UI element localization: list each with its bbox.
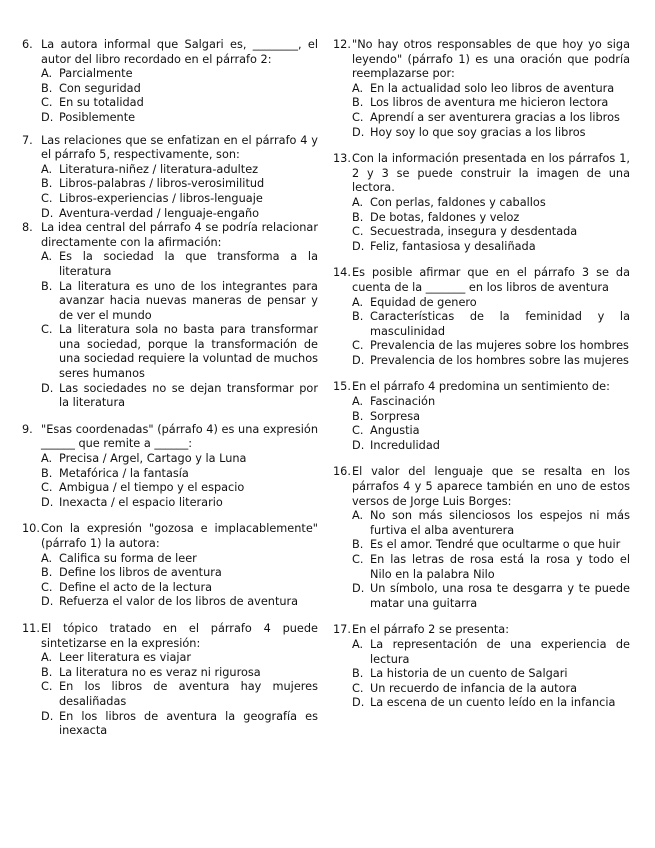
question-number: 14.	[333, 266, 351, 280]
option-letter: D.	[352, 582, 365, 596]
option-b	[352, 211, 630, 226]
option-letter: C.	[352, 225, 364, 239]
option-b	[352, 667, 630, 682]
option-text: La literatura no es veraz ni rigurosa	[59, 665, 261, 679]
option-text: En los libros de aventura hay mujeres desaliñadas	[59, 680, 318, 708]
question-number: 6.	[22, 38, 33, 51]
question-number: 10.	[22, 522, 40, 536]
option-text: La literatura es uno de los integrantes para avanzar hacia nuevas maneras de pensar y de ver el mundo	[59, 279, 318, 322]
option-d	[352, 126, 630, 141]
option-d	[352, 354, 630, 369]
option-text: Precisa / Argel, Cartago y la Luna	[59, 452, 247, 466]
option-letter: A.	[352, 295, 364, 309]
option-letter: A.	[352, 637, 364, 651]
question-10	[22, 522, 318, 610]
option-text: Libros-palabras / libros-verosimilitud	[59, 177, 265, 191]
option-text: Fascinación	[370, 395, 436, 409]
option-text: Parcialmente	[59, 67, 133, 81]
question-15	[333, 380, 630, 453]
option-text: Equidad de genero	[370, 295, 477, 309]
option-a	[41, 67, 318, 82]
option-d	[41, 207, 318, 222]
option-letter: B.	[41, 279, 53, 293]
right-column	[333, 38, 630, 711]
option-text: La historia de un cuento de Salgari	[370, 667, 568, 681]
option-text: Los libros de aventura me hicieron lectora	[370, 96, 609, 110]
option-text: Es el amor. Tendré que ocultarme o que huir	[370, 538, 621, 552]
option-letter: C.	[352, 553, 364, 566]
option-b	[352, 410, 630, 425]
option-a	[41, 651, 318, 666]
option-text: Ambigua / el tiempo y el espacio	[59, 481, 245, 495]
option-c	[352, 682, 630, 697]
option-letter: C.	[352, 424, 364, 438]
question-number: 12.	[333, 38, 351, 51]
option-letter: C.	[41, 481, 53, 495]
option-a	[41, 552, 318, 567]
option-letter: B.	[352, 96, 364, 110]
option-d	[352, 582, 630, 611]
option-text: Refuerza el valor de los libros de aventura	[59, 595, 299, 609]
option-text: Aprendí a ser aventurera gracias a los libros	[370, 110, 620, 124]
option-letter: D.	[41, 495, 54, 509]
option-d	[41, 382, 318, 411]
question-text: Es posible afirmar que en el párrafo 3 se da cuenta de la _______ en los libros de aventura	[352, 266, 630, 294]
option-b	[41, 177, 318, 192]
option-d	[352, 439, 630, 454]
option-letter: C.	[352, 339, 364, 353]
option-letter: B.	[352, 409, 364, 423]
option-text: En las letras de rosa está la rosa y todo el Nilo en la palabra Nilo	[370, 553, 630, 581]
question-6	[22, 38, 318, 126]
option-letter: D.	[352, 239, 365, 253]
option-letter: B.	[41, 665, 53, 679]
option-d	[352, 240, 630, 255]
option-b	[41, 566, 318, 581]
option-letter: C.	[41, 191, 53, 205]
option-a	[41, 250, 318, 279]
option-text: No son más silenciosos los espejos ni más furtiva el alba aventurera	[370, 509, 630, 537]
option-letter: D.	[41, 595, 54, 609]
option-text: Feliz, fantasiosa y desaliñada	[370, 239, 536, 253]
question-text: En el párrafo 2 se presenta:	[352, 623, 510, 637]
option-text: Define el acto de la lectura	[59, 580, 213, 594]
question-number: 16.	[333, 465, 351, 479]
question-number: 13.	[333, 152, 351, 166]
option-letter: B.	[41, 177, 53, 191]
option-text: En su totalidad	[59, 96, 144, 110]
option-letter: C.	[41, 323, 53, 337]
option-text: En la actualidad solo leo libros de aventura	[370, 81, 615, 95]
option-a	[352, 509, 630, 538]
left-column	[22, 38, 318, 739]
option-letter: A.	[352, 81, 364, 95]
option-text: Características de la feminidad y la masculinidad	[370, 310, 630, 338]
option-text: Secuestrada, insegura y desdentada	[370, 225, 578, 239]
option-a	[41, 452, 318, 467]
question-number: 17.	[333, 623, 351, 637]
question-number: 11.	[22, 621, 40, 635]
option-text: Sorpresa	[370, 409, 421, 423]
option-b	[352, 538, 630, 553]
option-a	[352, 395, 630, 410]
option-letter: A.	[41, 551, 53, 565]
option-d	[41, 111, 318, 126]
option-letter: D.	[41, 381, 54, 395]
option-text: La representación de una experiencia de lectura	[370, 637, 630, 666]
question-text: La idea central del párrafo 4 se podría relacionar directamente con la afirmación:	[41, 221, 318, 249]
question-number: 15.	[333, 380, 351, 394]
question-text: El valor del lenguaje que se resalta en los párrafos 4 y 5 aparece también en uno de estos versos de Jorge Luis Borges:	[352, 465, 630, 508]
option-b	[41, 467, 318, 482]
option-a	[352, 296, 630, 311]
option-letter: C.	[352, 110, 364, 124]
option-text: Califica su forma de leer	[59, 551, 197, 565]
option-letter: A.	[352, 509, 364, 523]
option-text: Posiblemente	[59, 110, 136, 124]
option-text: Inexacta / el espacio literario	[59, 495, 223, 509]
option-a	[41, 163, 318, 178]
option-d	[41, 496, 318, 511]
option-c	[41, 96, 318, 111]
question-14	[333, 266, 630, 368]
option-letter: D.	[352, 353, 365, 367]
option-letter: D.	[41, 709, 54, 723]
question-text: Con la información presentada en los párrafos 1, 2 y 3 se puede construir la imagen de una lectora.	[352, 152, 630, 195]
option-b	[352, 96, 630, 111]
option-letter: D.	[352, 438, 365, 452]
question-text: Las relaciones que se enfatizan en el párrafo 4 y el párrafo 5, respectivamente, son:	[41, 133, 318, 162]
option-text: Hoy soy lo que soy gracias a los libros	[370, 125, 586, 139]
option-letter: A.	[352, 395, 364, 409]
option-c	[352, 111, 630, 126]
option-text: Leer literatura es viajar	[59, 651, 192, 665]
question-number: 9.	[22, 422, 33, 436]
option-letter: B.	[41, 81, 53, 95]
question-text: La autora informal que Salgari es, ________, el autor del libro recordado en el párrafo 2:	[41, 38, 318, 66]
option-letter: A.	[352, 195, 364, 209]
option-letter: D.	[352, 125, 365, 139]
option-letter: D.	[41, 110, 54, 124]
option-letter: D.	[41, 206, 54, 220]
option-c	[352, 225, 630, 240]
option-letter: A.	[41, 452, 53, 466]
option-b	[352, 310, 630, 339]
option-text: Angustia	[370, 424, 420, 438]
option-text: Metafórica / la fantasía	[59, 466, 189, 480]
option-a	[352, 638, 630, 667]
option-d	[41, 595, 318, 610]
option-text: Literatura-niñez / literatura-adultez	[59, 162, 259, 176]
option-text: Libros-experiencias / libros-lenguaje	[59, 191, 263, 205]
option-letter: B.	[352, 310, 364, 324]
option-text: Con seguridad	[59, 81, 141, 95]
option-text: La escena de un cuento leído en la infancia	[370, 696, 616, 710]
option-text: La literatura sola no basta para transformar una sociedad, porque la transformación de una sociedad requiere la voluntad de muchos seres humanos	[59, 323, 318, 381]
option-text: En los libros de aventura la geografía es inexacta	[59, 709, 318, 738]
option-letter: A.	[41, 162, 53, 176]
question-text: Con la expresión "gozosa e implacablemente" (párrafo 1) la autora:	[41, 522, 318, 550]
question-text: En el párrafo 4 predomina un sentimiento de:	[352, 380, 610, 394]
question-11	[22, 622, 318, 739]
question-number: 8.	[22, 221, 33, 235]
option-b	[41, 280, 318, 324]
option-d	[41, 710, 318, 739]
option-a	[352, 196, 630, 211]
option-text: Prevalencia de las mujeres sobre los hombres	[370, 339, 629, 353]
option-letter: B.	[41, 566, 53, 580]
option-c	[41, 481, 318, 496]
option-letter: A.	[41, 250, 53, 264]
option-text: De botas, faldones y veloz	[370, 210, 520, 224]
option-c	[41, 192, 318, 207]
option-c	[352, 553, 630, 582]
question-16	[333, 465, 630, 611]
option-letter: C.	[41, 580, 53, 594]
option-b	[41, 82, 318, 97]
option-text: Es la sociedad la que transforma a la literatura	[59, 250, 318, 278]
option-c	[352, 339, 630, 354]
question-12	[333, 38, 630, 140]
option-text: Define los libros de aventura	[59, 566, 222, 580]
question-text: El tópico tratado en el párrafo 4 puede sintetizarse en la expresión:	[41, 621, 318, 650]
option-a	[352, 82, 630, 97]
option-letter: C.	[41, 680, 53, 694]
option-text: Aventura-verdad / lenguaje-engaño	[59, 206, 260, 220]
option-c	[41, 680, 318, 709]
question-17	[333, 623, 630, 711]
option-text: Incredulidad	[370, 438, 440, 452]
question-9	[22, 423, 318, 511]
option-c	[352, 424, 630, 439]
option-letter: B.	[352, 667, 364, 681]
option-letter: C.	[41, 96, 53, 110]
option-b	[41, 666, 318, 681]
option-text: Las sociedades no se dejan transformar por la literatura	[59, 381, 318, 410]
option-letter: C.	[352, 681, 364, 695]
option-text: Un símbolo, una rosa te desgarra y te puede matar una guitarra	[370, 582, 630, 610]
option-letter: A.	[41, 651, 53, 665]
option-d	[352, 696, 630, 711]
question-text: "Esas coordenadas" (párrafo 4) es una expresión ______ que remite a ______:	[41, 422, 318, 451]
option-letter: D.	[352, 696, 365, 710]
option-text: Un recuerdo de infancia de la autora	[370, 681, 578, 695]
question-8	[22, 221, 318, 411]
question-13	[333, 152, 630, 254]
option-text: Prevalencia de los hombres sobre las mujeres	[370, 353, 629, 367]
option-c	[41, 323, 318, 381]
option-letter: B.	[352, 210, 364, 224]
question-number: 7.	[22, 133, 33, 147]
question-7	[22, 134, 318, 222]
question-text: "No hay otros responsables de que hoy yo siga leyendo" (párrafo 1) es una oración que podría reemplazarse por:	[352, 38, 630, 81]
option-letter: B.	[352, 538, 364, 552]
option-c	[41, 581, 318, 596]
option-letter: A.	[41, 67, 53, 81]
option-letter: B.	[41, 466, 53, 480]
option-text: Con perlas, faldones y caballos	[370, 195, 546, 209]
